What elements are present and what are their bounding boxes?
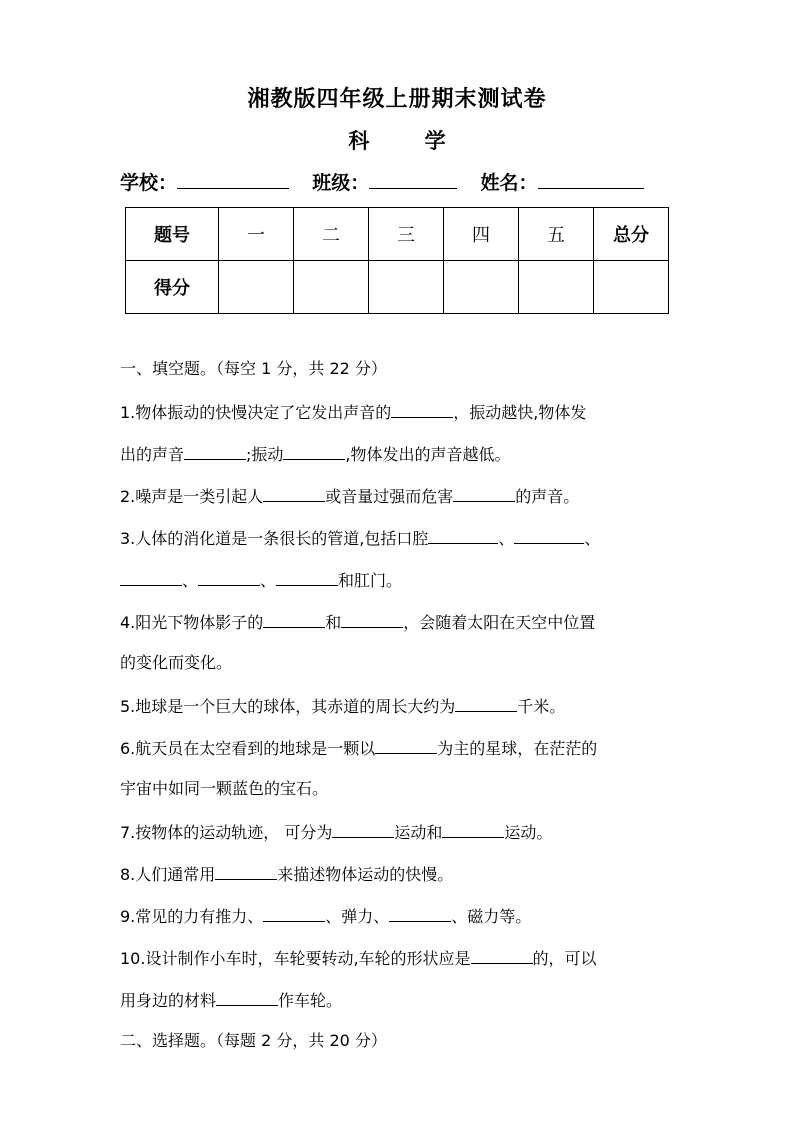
question-7: 7.按物体的运动轨迹， 可分为 运动和 运动。: [120, 823, 553, 842]
answer-blank[interactable]: [263, 907, 325, 922]
answer-blank[interactable]: [471, 949, 533, 964]
answer-blank[interactable]: [428, 529, 498, 544]
question-6-line-1: 6.航天员在太空看到的地球是一颗以 为主的星球，在茫茫的: [120, 739, 598, 758]
score-cell[interactable]: [294, 261, 369, 314]
school-blank[interactable]: [177, 170, 289, 189]
question-10-line-1: 10.设计制作小车时，车轮要转动,车轮的形状应是 的，可以: [120, 949, 597, 968]
school-label: 学校：: [120, 172, 178, 194]
answer-blank[interactable]: [263, 613, 325, 628]
score-row-label: 得分: [126, 261, 219, 314]
name-label: 姓名：: [480, 172, 538, 194]
answer-blank[interactable]: [283, 445, 345, 460]
exam-title: 湘教版四年级上册期末测试卷: [247, 86, 547, 112]
answer-blank[interactable]: [184, 445, 246, 460]
class-blank[interactable]: [369, 170, 457, 189]
question-2: 2.噪声是一类引起人 或音量过强而危害 的声音。: [120, 487, 580, 506]
table-header-cell: 五: [519, 208, 594, 261]
score-cell[interactable]: [369, 261, 444, 314]
score-cell[interactable]: [219, 261, 294, 314]
answer-blank[interactable]: [391, 403, 453, 418]
answer-blank[interactable]: [514, 529, 584, 544]
table-header-cell: 三: [369, 208, 444, 261]
section1-heading: 一、填空题。（每空 1 分，共 22 分）: [120, 359, 387, 378]
answer-blank[interactable]: [332, 823, 394, 838]
score-table: [125, 207, 669, 314]
answer-blank[interactable]: [120, 571, 182, 586]
table-header-cell: 题号: [126, 208, 219, 261]
class-label: 班级：: [312, 172, 370, 194]
answer-blank[interactable]: [455, 697, 517, 712]
answer-blank[interactable]: [442, 823, 504, 838]
answer-blank[interactable]: [215, 865, 277, 880]
question-10-line-2: 用身边的材料 作车轮。: [120, 991, 343, 1010]
table-header-cell: 二: [294, 208, 369, 261]
question-1-line-1: 1.物体振动的快慢决定了它发出声音的 ，振动越快,物体发: [120, 403, 587, 422]
table-header-cell: 总分: [594, 208, 669, 261]
question-1-line-2: 出的声音 ;振动 ,物体发出的声音越低。: [120, 445, 511, 464]
score-table-header-row: [126, 208, 669, 261]
score-cell[interactable]: [519, 261, 594, 314]
score-table-score-row: [126, 261, 669, 314]
answer-blank[interactable]: [198, 571, 260, 586]
question-4-line-1: 4.阳光下物体影子的 和 ，会随着太阳在天空中位置: [120, 613, 596, 632]
table-header-cell: 四: [444, 208, 519, 261]
table-header-cell: 一: [219, 208, 294, 261]
name-blank[interactable]: [538, 170, 644, 189]
score-cell[interactable]: [594, 261, 669, 314]
subject-title: 科 学: [348, 128, 470, 153]
question-3-line-2: 、 、 和肛门。: [120, 571, 402, 589]
answer-blank[interactable]: [341, 613, 403, 628]
question-6-line-2: 宇宙中如同一颗蓝色的宝石。: [120, 779, 329, 798]
answer-blank[interactable]: [453, 487, 515, 502]
question-4-line-2: 的变化而变化。: [120, 653, 233, 672]
question-5: 5.地球是一个巨大的球体，其赤道的周长大约为 千米。: [120, 697, 566, 716]
question-3-line-1: 3.人体的消化道是一条很长的管道,包括口腔 、 、: [120, 529, 601, 548]
answer-blank[interactable]: [216, 991, 278, 1006]
answer-blank[interactable]: [276, 571, 338, 586]
question-8: 8.人们通常用 来描述物体运动的快慢。: [120, 865, 454, 884]
score-cell[interactable]: [444, 261, 519, 314]
student-info-line: [120, 168, 644, 195]
section2-heading: 二、选择题。（每题 2 分，共 20 分）: [120, 1031, 387, 1050]
question-9: 9.常见的力有推力、 、弹力、 、磁力等。: [120, 907, 532, 926]
answer-blank[interactable]: [263, 487, 325, 502]
answer-blank[interactable]: [389, 907, 451, 922]
answer-blank[interactable]: [375, 739, 437, 754]
